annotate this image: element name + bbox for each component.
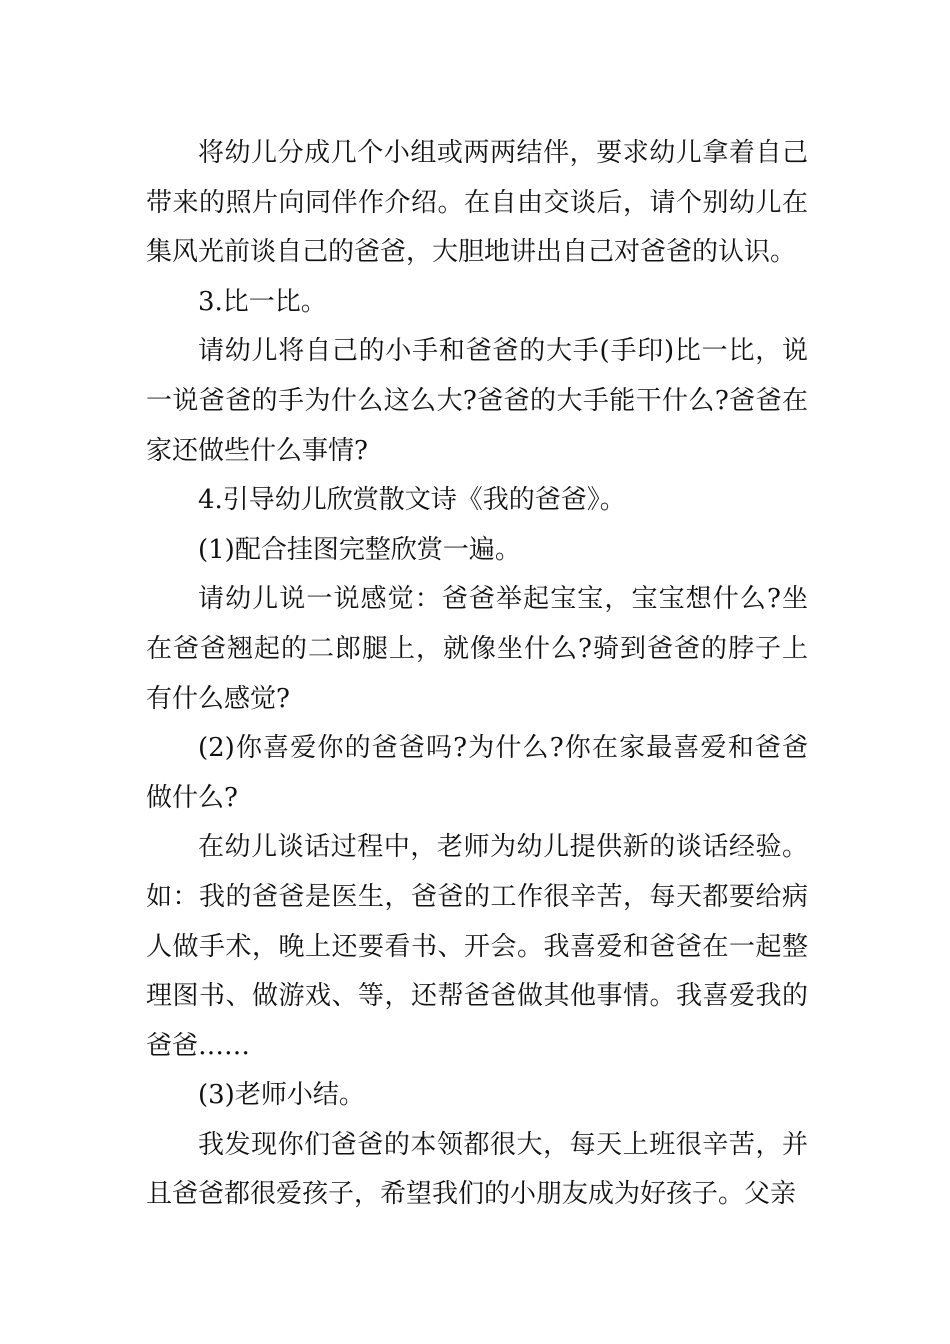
paragraph-substep-3: (3)老师小结。 (198, 1080, 365, 1111)
paragraph-compare-hands: 请幼儿将自己的小手和爸爸的大手(手印)比一比，说一说爸爸的手为什么这么大?爸爸的大手能干什么?爸爸在家还做些什么事情? (146, 336, 808, 466)
paragraph-teacher-example: 在幼儿谈话过程中，老师为幼儿提供新的谈话经验。如：我的爸爸是医生，爸爸的工作很辛苦，每天都要给病人做手术，晚上还要看书、开会。我喜爱和爸爸在一起整理图书、做游戏、等，还帮爸爸做其他事情。我喜爱我的爸爸…… (146, 832, 808, 1061)
paragraph-substep-1: (1)配合挂图完整欣赏一遍。 (198, 534, 521, 565)
document-page (146, 129, 808, 1220)
paragraph-substep-2: (2)你喜爱你的爸爸吗?为什么?你在家最喜爱和爸爸做什么? (146, 733, 808, 813)
paragraph-feelings-questions: 请幼儿说一说感觉：爸爸举起宝宝，宝宝想什么?坐在爸爸翘起的二郎腿上，就像坐什么?骑到爸爸的脖子上有什么感觉? (146, 584, 808, 714)
paragraph-step-4-heading: 4.引导幼儿欣赏散文诗《我的爸爸》。 (198, 485, 626, 516)
paragraph-intro-activity: 将幼儿分成几个小组或两两结伴，要求幼儿拿着自己带来的照片向同伴作介绍。在自由交谈后，请个别幼儿在集风光前谈自己的爸爸，大胆地讲出自己对爸爸的认识。 (146, 138, 808, 268)
paragraph-step-3-heading: 3.比一比。 (198, 286, 327, 317)
paragraph-summary: 我发现你们爸爸的本领都很大，每天上班很辛苦，并且爸爸都很爱孩子，希望我们的小朋友成为好孩子。父亲 (146, 1129, 808, 1210)
